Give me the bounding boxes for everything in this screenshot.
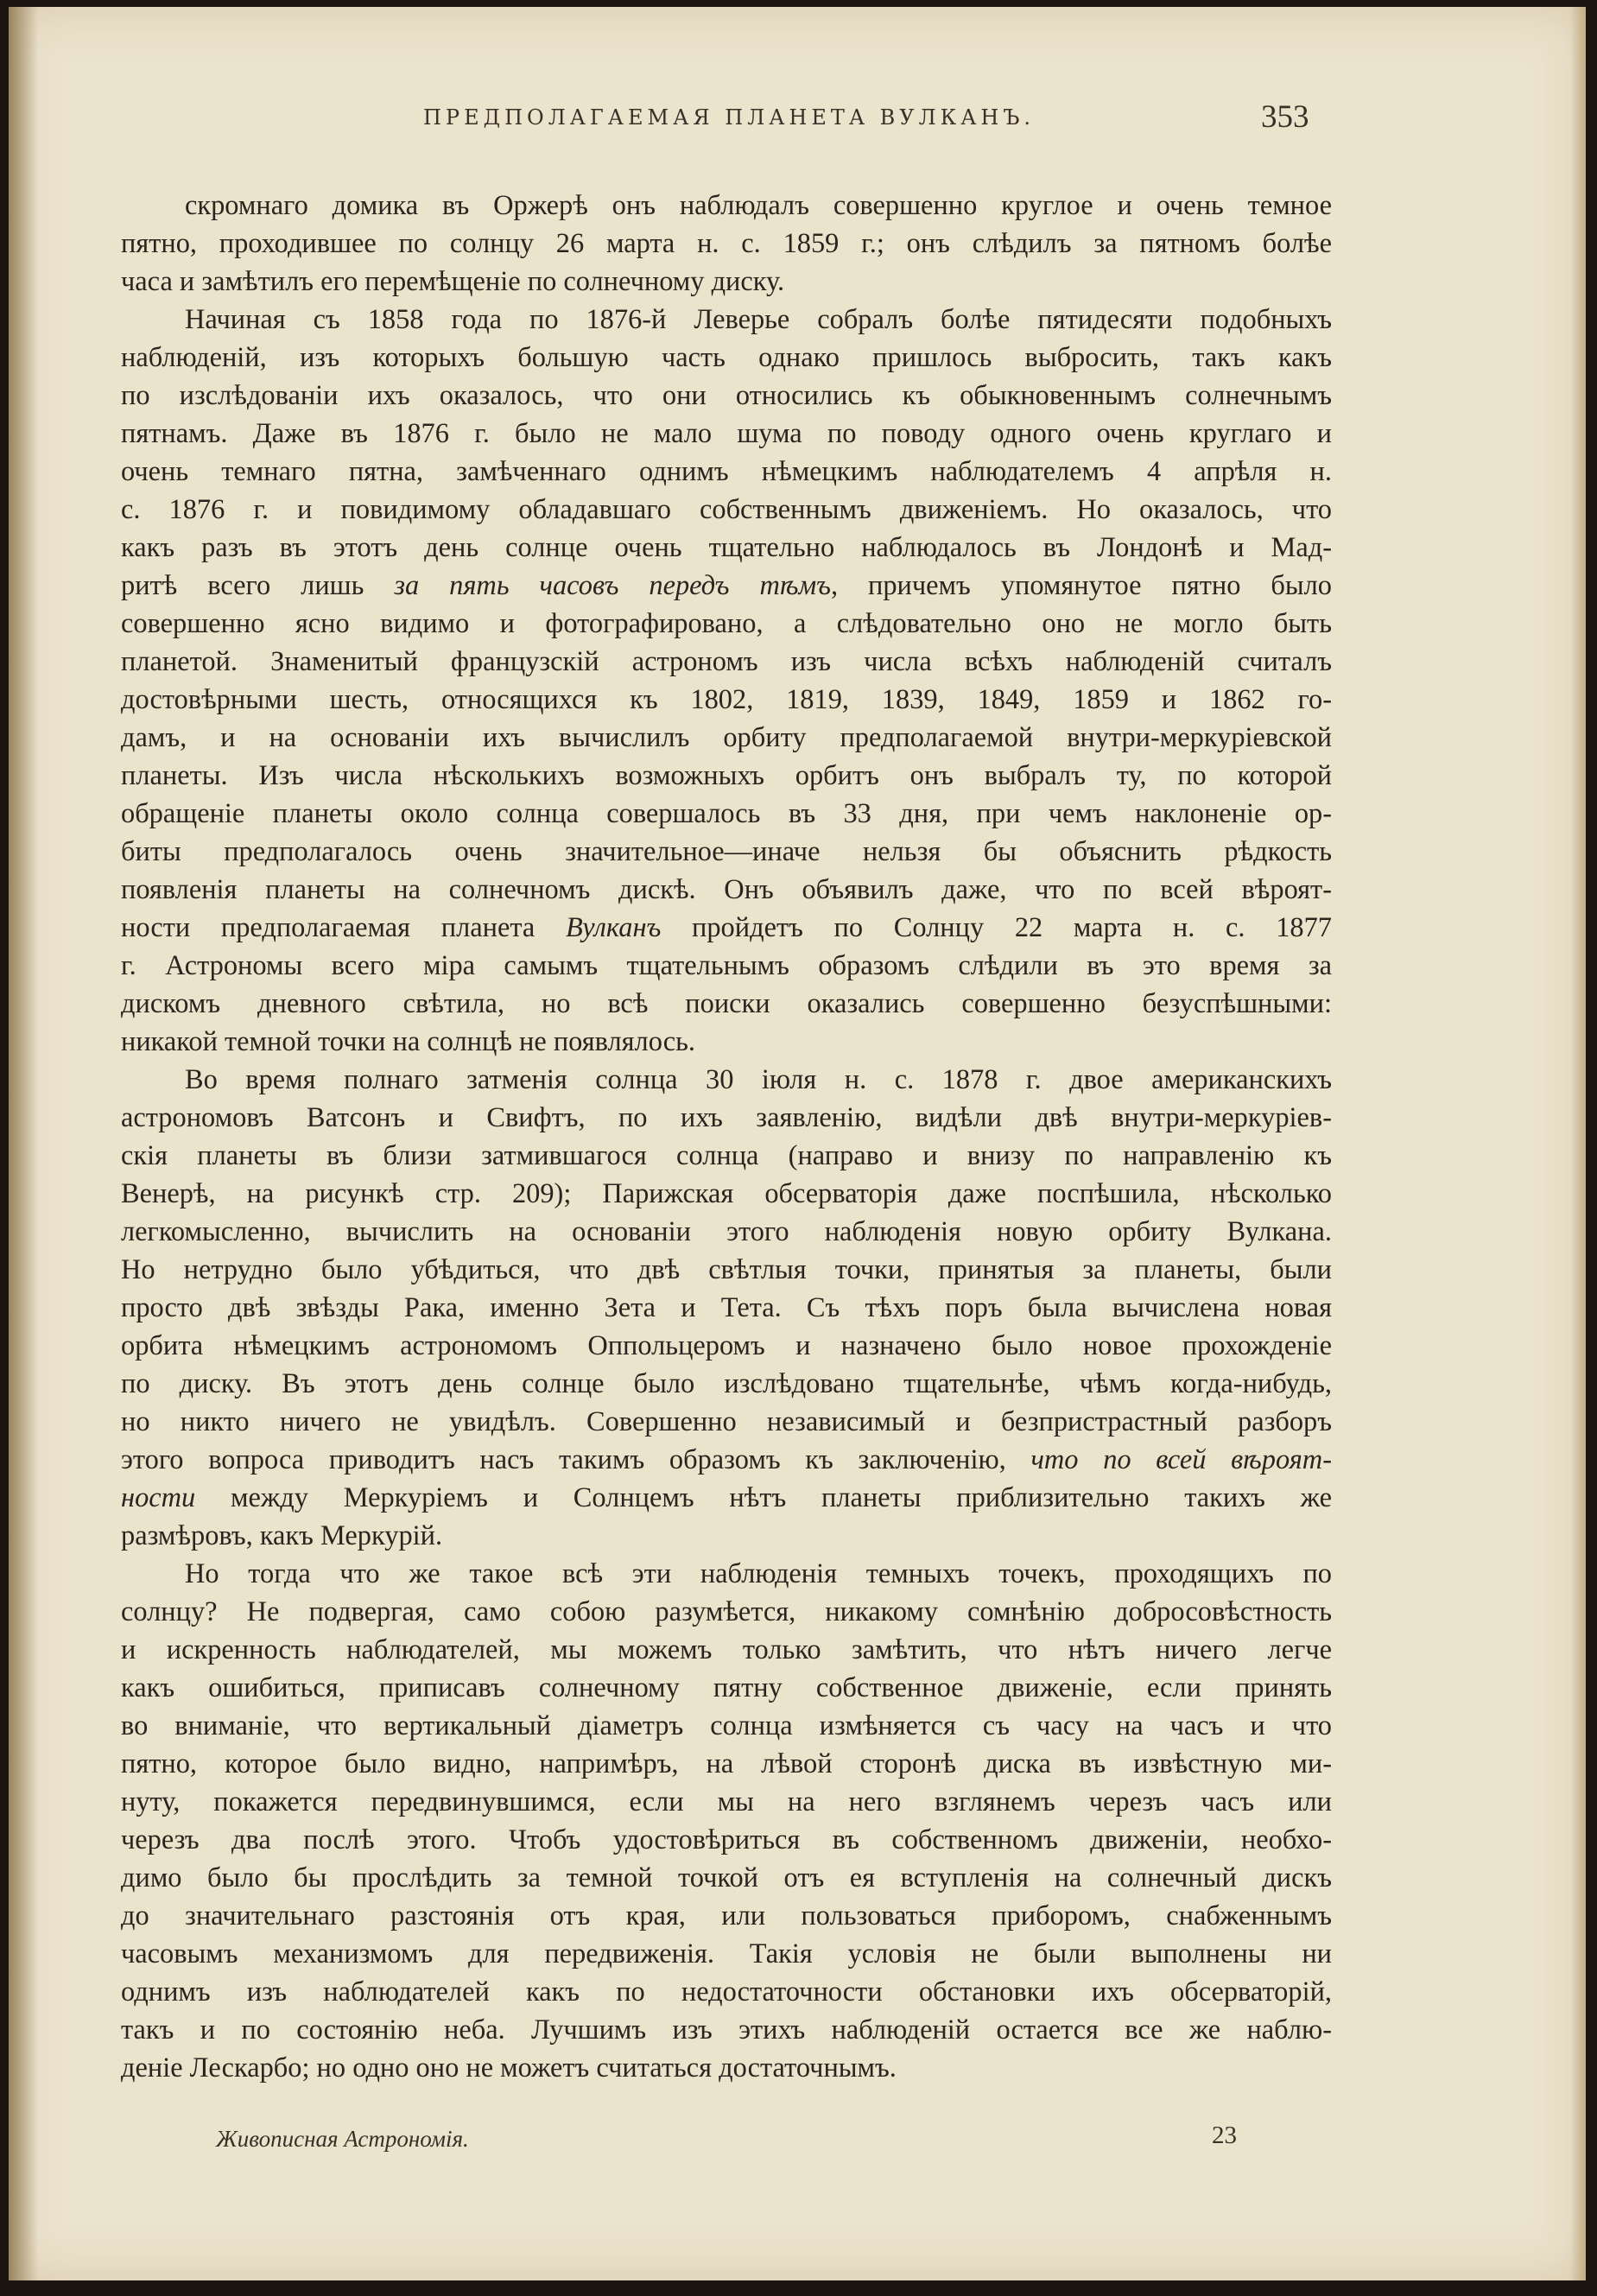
text-run: до значительнаго разстоянія отъ края, или пользоваться приборомъ, снабженнымъ bbox=[121, 1900, 1332, 1931]
book-page bbox=[9, 7, 1586, 2280]
text-line bbox=[121, 681, 1332, 719]
text-line bbox=[121, 1935, 1332, 1973]
text-line bbox=[121, 1251, 1332, 1289]
text-run: никакой темной точки на солнцѣ не появлялось. bbox=[121, 1026, 695, 1057]
text-run: орбита нѣмецкимъ астрономомъ Оппольцеромъ и назначено было новое прохожденіе bbox=[121, 1330, 1332, 1361]
text-line bbox=[121, 1403, 1332, 1441]
text-run: нуту, покажется передвинувшимся, если мы на него взглянемъ черезъ часъ или bbox=[121, 1786, 1332, 1817]
text-line bbox=[121, 1821, 1332, 1859]
text-line bbox=[121, 225, 1332, 263]
text-run: г. Астрономы всего міра самымъ тщательнымъ образомъ слѣдили въ это время за bbox=[121, 950, 1332, 981]
text-line bbox=[121, 909, 1332, 947]
text-line bbox=[121, 1707, 1332, 1745]
text-line bbox=[121, 1593, 1332, 1631]
text-run: очень темнаго пятна, замѣченнаго однимъ нѣмецкимъ наблюдателемъ 4 апрѣля н. bbox=[121, 456, 1332, 487]
italic-text: за пять часовъ передъ тѣмъ bbox=[394, 570, 831, 601]
text-run: димо было бы прослѣдить за темной точкой отъ ея вступленія на солнечный дискъ bbox=[121, 1862, 1332, 1893]
paragraph bbox=[121, 187, 1332, 301]
text-line bbox=[121, 1859, 1332, 1897]
text-run: планетой. Знаменитый французскій астрономъ изъ числа всѣхъ наблюденій считалъ bbox=[121, 646, 1332, 677]
text-run: пройдетъ по Солнцу 22 марта н. с. 1877 bbox=[661, 912, 1332, 943]
paragraph bbox=[121, 1555, 1332, 2087]
text-line bbox=[121, 453, 1332, 491]
text-line bbox=[121, 263, 1332, 301]
text-line bbox=[121, 1061, 1332, 1099]
text-line bbox=[121, 757, 1332, 795]
text-line bbox=[121, 1479, 1332, 1517]
text-run: часа и замѣтилъ его перемѣщеніе по солнечному диску. bbox=[121, 266, 785, 297]
text-line bbox=[121, 985, 1332, 1023]
text-line bbox=[121, 871, 1332, 909]
page-edge-shadow bbox=[1570, 7, 1586, 2280]
text-run: такъ и по состоянію неба. Лучшимъ изъ этихъ наблюденій остается все же наблю- bbox=[121, 2014, 1332, 2045]
text-run: планеты. Изъ числа нѣсколькихъ возможныхъ орбитъ онъ выбралъ ту, по которой bbox=[121, 760, 1332, 791]
italic-text: что по всей вѣроят- bbox=[1030, 1444, 1332, 1475]
text-line bbox=[121, 1137, 1332, 1175]
signature-mark: 23 bbox=[1212, 2122, 1237, 2149]
text-line bbox=[121, 795, 1332, 833]
text-line bbox=[121, 187, 1332, 225]
text-line bbox=[121, 1517, 1332, 1555]
text-run: появленія планеты на солнечномъ дискѣ. Онъ объявилъ даже, что по всей вѣроят- bbox=[121, 874, 1332, 905]
text-line bbox=[121, 377, 1332, 415]
text-run: дамъ, и на основаніи ихъ вычислилъ орбиту предполагаемой внутри-меркуріевской bbox=[121, 722, 1332, 753]
text-run: по диску. Въ этотъ день солнце было изслѣдовано тщательнѣе, чѣмъ когда-нибудь, bbox=[121, 1368, 1332, 1399]
gutter-shadow bbox=[9, 7, 38, 2280]
running-title: ПРЕДПОЛАГАЕМАЯ ПЛАНЕТА ВУЛКАНЪ. bbox=[423, 105, 1036, 130]
text-line bbox=[121, 2049, 1332, 2087]
paragraph bbox=[121, 1061, 1332, 1555]
text-run: скія планеты въ близи затмившагося солнца (направо и внизу по направленію къ bbox=[121, 1140, 1332, 1171]
text-run: но никто ничего не увидѣлъ. Совершенно независимый и безпристрастный разборъ bbox=[121, 1406, 1332, 1437]
text-run: во вниманіе, что вертикальный діаметръ солнца измѣняется съ часу на часъ и что bbox=[121, 1710, 1332, 1741]
text-line bbox=[121, 947, 1332, 985]
text-run: между Меркуріемъ и Солнцемъ нѣтъ планеты приблизительно такихъ же bbox=[195, 1482, 1332, 1513]
text-line bbox=[121, 1973, 1332, 2011]
text-run: Но тогда что же такое всѣ эти наблюденія темныхъ точекъ, проходящихъ по bbox=[185, 1558, 1332, 1589]
footer-book-title: Живописная Астрономія. bbox=[216, 2126, 469, 2152]
text-run: , причемъ упомянутое пятно было bbox=[830, 570, 1332, 601]
text-line bbox=[121, 1745, 1332, 1783]
text-line bbox=[121, 567, 1332, 605]
text-line bbox=[121, 605, 1332, 643]
text-line bbox=[121, 1099, 1332, 1137]
text-line bbox=[121, 1327, 1332, 1365]
text-line bbox=[121, 1023, 1332, 1061]
text-run: деніе Лескарбо; но одно оно не можетъ считаться достаточнымъ. bbox=[121, 2052, 897, 2084]
page-number: 353 bbox=[1261, 99, 1309, 135]
text-run: дискомъ дневного свѣтила, но всѣ поиски оказались совершенно безуспѣшными: bbox=[121, 988, 1332, 1019]
text-line bbox=[121, 529, 1332, 567]
text-run: с. 1876 г. и повидимому обладавшаго собственнымъ движеніемъ. Но оказалось, что bbox=[121, 494, 1332, 525]
text-line bbox=[121, 1783, 1332, 1821]
text-line bbox=[121, 1365, 1332, 1403]
text-line bbox=[121, 491, 1332, 529]
text-line bbox=[121, 643, 1332, 681]
text-run: Начиная съ 1858 года по 1876-й Леверье собралъ болѣе пятидесяти подобныхъ bbox=[185, 304, 1332, 335]
text-line bbox=[121, 1175, 1332, 1213]
text-run: совершенно ясно видимо и фотографировано, а слѣдовательно оно не могло быть bbox=[121, 608, 1332, 639]
text-run: наблюденій, изъ которыхъ большую часть однако пришлось выбросить, такъ какъ bbox=[121, 342, 1332, 373]
text-run: пятно, проходившее по солнцу 26 марта н. с. 1859 г.; онъ слѣдилъ за пятномъ болѣе bbox=[121, 228, 1332, 259]
body-text bbox=[121, 187, 1332, 2087]
text-line bbox=[121, 1555, 1332, 1593]
text-run: по изслѣдованіи ихъ оказалось, что они относились къ обыкновеннымъ солнечнымъ bbox=[121, 380, 1332, 411]
text-line bbox=[121, 415, 1332, 453]
text-run: астрономовъ Ватсонъ и Свифтъ, по ихъ заявленію, видѣли двѣ внутри-меркуріев- bbox=[121, 1102, 1332, 1133]
text-run: пятно, которое было видно, напримѣръ, на лѣвой сторонѣ диска въ извѣстную ми- bbox=[121, 1748, 1332, 1779]
text-run: ности предполагаемая планета bbox=[121, 912, 566, 943]
text-run: пятнамъ. Даже въ 1876 г. было не мало шума по поводу одного очень круглаго и bbox=[121, 418, 1332, 449]
italic-text: ности bbox=[121, 1482, 196, 1513]
text-line bbox=[121, 1213, 1332, 1251]
text-line bbox=[121, 1289, 1332, 1327]
text-run: обращеніе планеты около солнца совершалось въ 33 дня, при чемъ наклоненіе ор- bbox=[121, 798, 1332, 829]
text-run: и искренность наблюдателей, мы можемъ только замѣтить, что нѣтъ ничего легче bbox=[121, 1634, 1332, 1665]
text-run: Но нетрудно было убѣдиться, что двѣ свѣтлыя точки, принятыя за планеты, были bbox=[121, 1254, 1332, 1285]
text-line bbox=[121, 833, 1332, 871]
text-run: часовымъ механизмомъ для передвиженія. Такія условія не были выполнены ни bbox=[121, 1938, 1332, 1969]
text-line bbox=[121, 301, 1332, 339]
text-run: черезъ два послѣ этого. Чтобъ удостовѣриться въ собственномъ движеніи, необхо- bbox=[121, 1824, 1332, 1855]
text-line bbox=[121, 1631, 1332, 1669]
text-line bbox=[121, 719, 1332, 757]
text-run: легкомысленно, вычислить на основаніи этого наблюденія новую орбиту Вулкана. bbox=[121, 1216, 1332, 1247]
text-line bbox=[121, 2011, 1332, 2049]
paragraph bbox=[121, 301, 1332, 1061]
text-run: какъ ошибиться, приписавъ солнечному пятну собственное движеніе, если принять bbox=[121, 1672, 1332, 1703]
text-run: размѣровъ, какъ Меркурій. bbox=[121, 1520, 443, 1551]
text-run: Во время полнаго затменія солнца 30 іюля н. с. 1878 г. двое американскихъ bbox=[185, 1064, 1332, 1095]
text-run: биты предполагалось очень значительное—иначе нельзя бы объяснить рѣдкость bbox=[121, 836, 1332, 867]
text-run: просто двѣ звѣзды Рака, именно Зета и Тета. Съ тѣхъ поръ была вычислена новая bbox=[121, 1292, 1332, 1323]
text-run: скромнаго домика въ Оржерѣ онъ наблюдалъ совершенно круглое и очень темное bbox=[185, 190, 1332, 221]
text-run: какъ разъ въ этотъ день солнце очень тщательно наблюдалось въ Лондонѣ и Мад- bbox=[121, 532, 1332, 563]
text-run: однимъ изъ наблюдателей какъ по недостаточности обстановки ихъ обсерваторій, bbox=[121, 1976, 1332, 2007]
text-run: солнцу? Не подвергая, само собою разумѣется, никакому сомнѣнію добросовѣстность bbox=[121, 1596, 1332, 1627]
text-line bbox=[121, 1897, 1332, 1935]
text-run: достовѣрными шесть, относящихся къ 1802, 1819, 1839, 1849, 1859 и 1862 го- bbox=[121, 684, 1332, 715]
text-run: Венерѣ, на рисункѣ стр. 209); Парижская обсерваторія даже поспѣшила, нѣсколько bbox=[121, 1178, 1332, 1209]
text-line bbox=[121, 1441, 1332, 1479]
text-run: ритѣ всего лишь bbox=[121, 570, 395, 601]
text-run: этого вопроса приводитъ насъ такимъ образомъ къ заключенію, bbox=[121, 1444, 1031, 1475]
italic-text: Вулканъ bbox=[565, 912, 662, 943]
text-line bbox=[121, 1669, 1332, 1707]
text-line bbox=[121, 339, 1332, 377]
